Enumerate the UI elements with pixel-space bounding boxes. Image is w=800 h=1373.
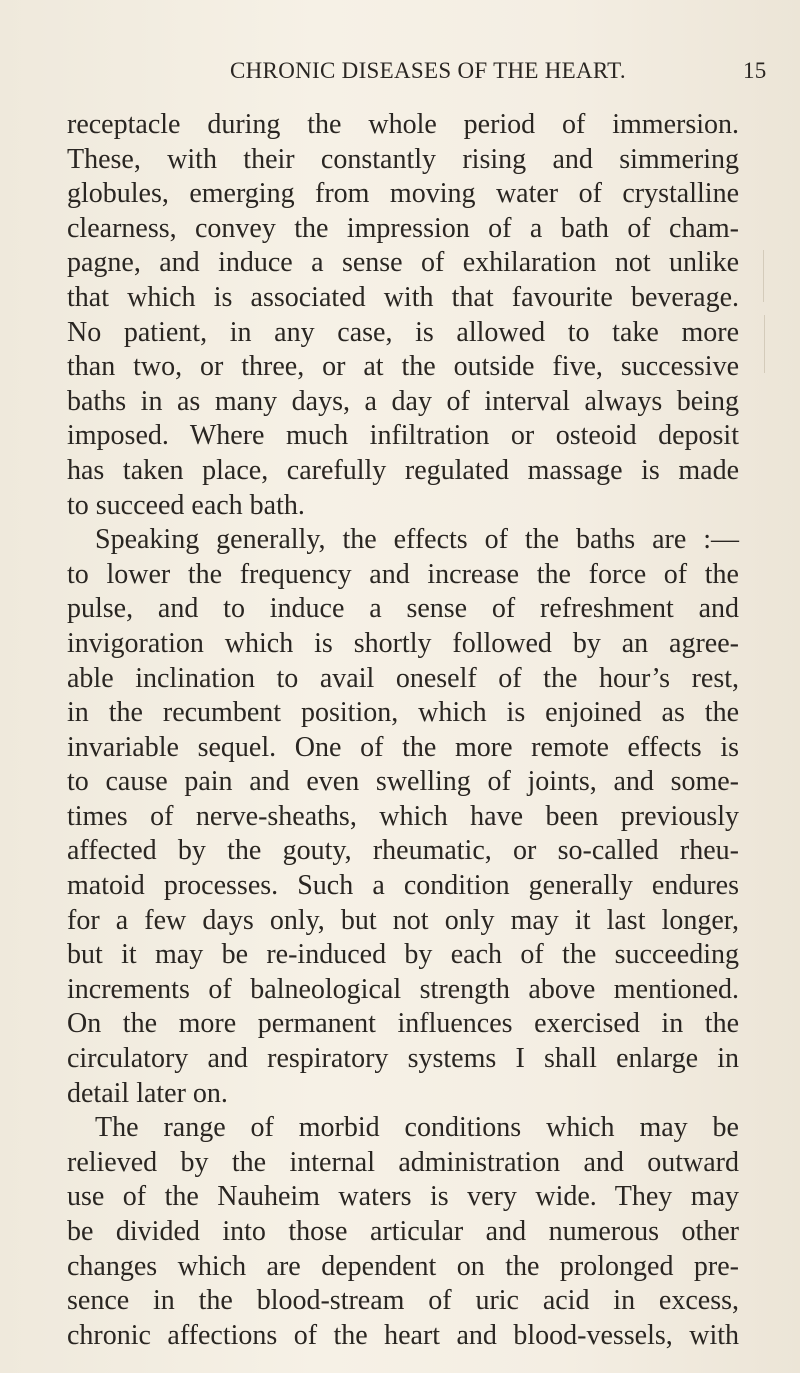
body-text [67, 108, 739, 1353]
text-line: Speaking generally, the effects of the baths are :— [95, 524, 739, 556]
margin-mark [764, 315, 765, 373]
text-line: for a few days only, but not only may it last longer, [67, 904, 739, 936]
page-number: 15 [743, 58, 767, 83]
text-line: invigoration which is shortly followed by an agree- [67, 627, 739, 659]
running-header [0, 58, 800, 94]
text-line: invariable sequel. One of the more remote effects is [67, 731, 739, 763]
text-line: affected by the gouty, rheumatic, or so-called rheu- [67, 835, 739, 867]
text-line: changes which are dependent on the prolonged pre- [67, 1250, 739, 1282]
text-line: On the more permanent influences exercised in the [67, 1008, 739, 1040]
text-line: that which is associated with that favourite beverage. [67, 281, 739, 313]
text-line: baths in as many days, a day of interval always being [67, 385, 739, 417]
text-line: sence in the blood-stream of uric acid in excess, [67, 1285, 739, 1317]
text-line: in the recumbent position, which is enjoined as the [67, 697, 739, 729]
text-line: These, with their constantly rising and simmering [67, 143, 739, 175]
text-line: receptacle during the whole period of immersion. [67, 109, 739, 140]
text-line: matoid processes. Such a condition generally endures [67, 870, 739, 902]
text-line: use of the Nauheim waters is very wide. They may [67, 1181, 739, 1213]
text-line: to succeed each bath. [67, 489, 305, 521]
text-line: increments of balneological strength above mentioned. [67, 973, 739, 1005]
text-line: imposed. Where much infiltration or osteoid deposit [67, 420, 739, 452]
running-title: CHRONIC DISEASES OF THE HEART. [230, 58, 626, 83]
text-line: has taken place, carefully regulated massage is made [67, 454, 739, 486]
text-line: times of nerve-sheaths, which have been previously [67, 800, 739, 832]
text-line: The range of morbid conditions which may be [95, 1112, 739, 1144]
margin-mark [763, 250, 764, 302]
text-line: detail later on. [67, 1077, 228, 1109]
text-line: circulatory and respiratory systems I shall enlarge in [67, 1043, 739, 1075]
text-line: clearness, convey the impression of a bath of cham- [67, 212, 739, 244]
text-line: able inclination to avail oneself of the hour’s rest, [67, 662, 739, 694]
text-line: be divided into those articular and numerous other [67, 1216, 739, 1247]
text-line: relieved by the internal administration and outward [67, 1146, 739, 1178]
text-line: than two, or three, or at the outside five, successive [67, 351, 739, 383]
text-line: pagne, and induce a sense of exhilaration not unlike [67, 247, 739, 279]
text-line: globules, emerging from moving water of crystalline [67, 178, 739, 210]
text-line: chronic affections of the heart and blood-vessels, with [67, 1319, 739, 1351]
text-line: No patient, in any case, is allowed to take more [67, 316, 739, 348]
text-line: pulse, and to induce a sense of refreshment and [67, 593, 739, 625]
text-line: to lower the frequency and increase the force of the [67, 558, 739, 590]
text-line: but it may be re-induced by each of the succeeding [67, 939, 739, 971]
text-line: to cause pain and even swelling of joints, and some- [67, 766, 739, 798]
